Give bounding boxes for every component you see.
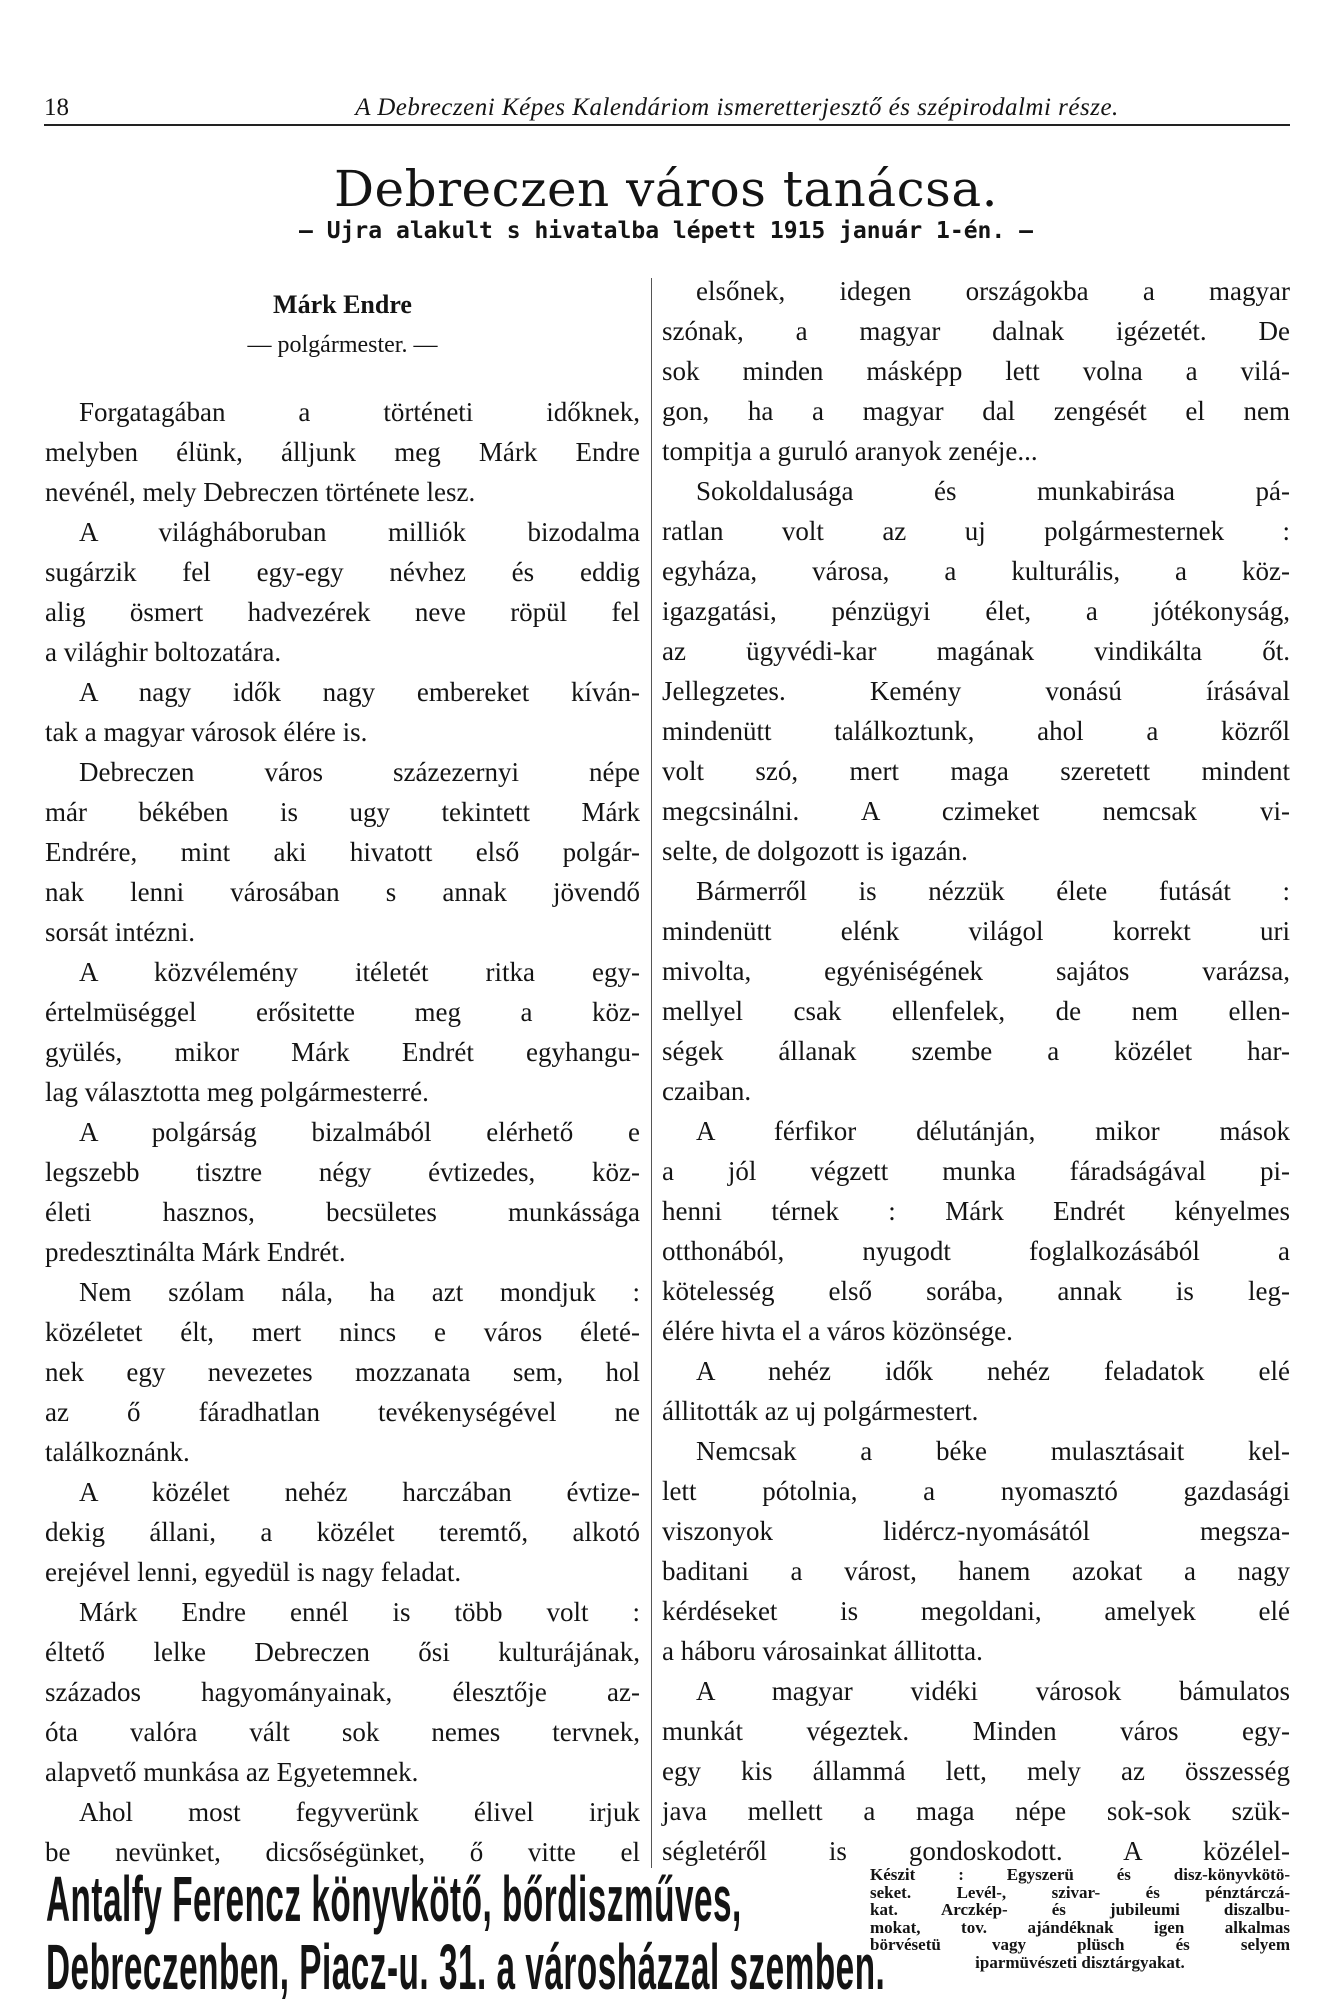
text-line: Márk Endre ennél is több volt : <box>79 1597 640 1627</box>
text-line: az ügyvédi-kar magának vindikálta őt. <box>662 636 1290 666</box>
ad-details <box>870 1866 1290 1971</box>
text-line: Nemcsak a béke mulasztásait kel- <box>696 1436 1290 1466</box>
article-subtitle: — Ujra alakult s hivatalba lépett 1915 január 1-én. — <box>299 218 1033 244</box>
text-line: éltető lelke Debreczen ősi kulturájának, <box>45 1637 640 1667</box>
text-line: A közvélemény itéletét ritka egy- <box>79 957 640 987</box>
text-line: kötelesség első sorába, annak is leg- <box>662 1276 1290 1306</box>
text-line: A nehéz idők nehéz feladatok elé <box>696 1356 1290 1386</box>
text-line: szónak, a magyar dalnak igézetét. De <box>662 316 1290 346</box>
text-line: gon, ha a magyar dal zengését el nem <box>662 396 1290 426</box>
text-line: mindenütt találkoztunk, ahol a közről <box>662 716 1290 746</box>
text-line: mivolta, egyéniségének sajátos varázsa, <box>662 956 1290 986</box>
paragraph <box>45 392 640 512</box>
paragraph <box>662 1431 1290 1671</box>
text-line: A magyar vidéki városok bámulatos <box>696 1676 1290 1706</box>
text-line: A világháboruban milliók bizodalma <box>79 517 640 547</box>
paragraph <box>662 471 1290 871</box>
ad-detail-line: börvésetü vagy plüsch és selyem <box>870 1935 1290 1954</box>
text-line: már békében is ugy tekintett Márk <box>45 797 640 827</box>
text-line: sorsát intézni. <box>45 917 195 947</box>
text-line: életi hasznos, becsületes munkássága <box>45 1197 640 1227</box>
text-line: sok minden másképp lett volna a vilá- <box>662 356 1290 386</box>
text-line: legszebb tisztre négy évtizedes, köz- <box>45 1157 640 1187</box>
text-line: A férfikor délutánján, mikor mások <box>696 1116 1290 1146</box>
text-line: baditani a várost, hanem azokat a nagy <box>662 1556 1290 1586</box>
paragraph <box>45 952 640 1112</box>
text-line: dekig állani, a közélet teremtő, alkotó <box>45 1517 640 1547</box>
ad-detail-line: mokat, tov. ajándéknak igen alkalmas <box>870 1917 1290 1937</box>
text-line: a jól végzett munka fáradságával pi- <box>662 1156 1290 1186</box>
text-line: melyben élünk, álljunk meg Márk Endre <box>45 437 640 467</box>
text-line: Jellegzetes. Kemény vonású írásával <box>662 676 1290 706</box>
paragraph <box>662 1671 1290 1871</box>
text-line: alig ösmert hadvezérek neve röpül fel <box>45 597 640 627</box>
running-title: A Debreczeni Képes Kalendáriom ismeretterjesztő és szépirodalmi része. <box>355 94 1119 121</box>
text-line: kérdéseket is megoldani, amelyek elé <box>662 1596 1290 1626</box>
text-line: egyháza, városa, a kulturális, a köz- <box>662 556 1290 586</box>
header-rule <box>44 124 1290 126</box>
paragraph <box>45 512 640 672</box>
paragraph <box>45 1592 640 1792</box>
text-line: A közélet nehéz harczában évtize- <box>79 1477 640 1507</box>
text-line: nak lenni városában s annak jövendő <box>45 877 640 907</box>
text-line: élére hivta el a város közönsége. <box>662 1316 1013 1346</box>
text-line: Ahol most fegyverünk élivel irjuk <box>79 1797 640 1827</box>
page-number: 18 <box>44 94 69 121</box>
text-line: Bármerről is nézzük élete futását : <box>696 876 1290 906</box>
ad-detail-line: Készit : Egyszerü és disz-könyvkötö- <box>870 1865 1290 1884</box>
text-line: megcsinálni. A czimeket nemcsak vi- <box>662 796 1290 826</box>
text-line: nek egy nevezetes mozzanata sem, hol <box>45 1357 640 1387</box>
person-role: — polgármester. — <box>247 332 438 358</box>
article-title: Debreczen város tanácsa. <box>333 160 999 218</box>
paragraph <box>45 1112 640 1272</box>
text-line: java mellett a maga népe sok-sok szük- <box>662 1796 1290 1826</box>
ad-detail-line: kat. Arczkép- és jubileumi diszalbu- <box>870 1900 1290 1919</box>
text-line: Forgatagában a történeti időknek, <box>79 397 640 427</box>
ad-detail-line: iparmüvészeti disztárgyakat. <box>975 1952 1185 1972</box>
ad-detail-line: seket. Levél-, szivar- és pénztárczá- <box>870 1882 1290 1902</box>
right-column <box>662 271 1290 1871</box>
paragraph <box>662 1351 1290 1431</box>
text-line: volt szó, mert maga szeretett mindent <box>662 756 1290 786</box>
text-line: a világhir boltozatára. <box>45 637 282 667</box>
text-line: sugárzik fel egy-egy névhez és eddig <box>45 557 640 587</box>
text-line: czaiban. <box>662 1076 752 1106</box>
text-line: nevénél, mely Debreczen története lesz. <box>45 477 476 507</box>
text-line: állitották az uj polgármestert. <box>662 1396 979 1426</box>
text-line: gyülés, mikor Márk Endrét egyhangu- <box>45 1037 640 1067</box>
text-line: alapvető munkása az Egyetemnek. <box>45 1757 419 1787</box>
text-line: munkát végeztek. Minden város egy- <box>662 1716 1290 1746</box>
text-line: henni térnek : Márk Endrét kényelmes <box>662 1196 1290 1226</box>
text-line: ségletéről is gondoskodott. A közélel- <box>662 1836 1290 1866</box>
text-line: óta valóra vált sok nemes tervnek, <box>45 1717 640 1747</box>
paragraph <box>662 271 1290 471</box>
paragraph <box>45 752 640 952</box>
text-line: erejével lenni, egyedül is nagy feladat. <box>45 1557 462 1587</box>
text-line: találkoznánk. <box>45 1437 190 1467</box>
text-line: tompitja a guruló aranyok zenéje... <box>662 436 1038 466</box>
column-divider <box>651 278 652 1868</box>
text-line: mellyel csak ellenfelek, de nem ellen- <box>662 996 1290 1026</box>
text-line: ratlan volt az uj polgármesternek : <box>662 516 1290 546</box>
text-line: selte, de dolgozott is igazán. <box>662 836 968 866</box>
text-line: A nagy idők nagy embereket kíván- <box>79 677 640 707</box>
text-line: közéletet élt, mert nincs e város életé- <box>45 1317 640 1347</box>
text-line: ségek állanak szembe a közélet har- <box>662 1036 1290 1066</box>
text-line: predesztinálta Márk Endrét. <box>45 1237 346 1267</box>
text-line: Debreczen város százezernyi népe <box>79 757 640 787</box>
text-line: mindenütt elénk világol korrekt uri <box>662 916 1290 946</box>
text-line: lag választotta meg polgármesterré. <box>45 1077 429 1107</box>
ad-headline-2: Debreczenben, Piacz-u. 31. a városházzal szemben. <box>46 1931 886 2003</box>
text-line: tak a magyar városok élére is. <box>45 717 368 747</box>
text-line: értelmüséggel erősitette meg a köz- <box>45 997 640 1027</box>
text-line: igazgatási, pénzügyi élet, a jótékonyság, <box>662 596 1290 626</box>
ad-headline-1: Antalfy Ferencz könyvkötő, bőrdiszműves, <box>46 1863 742 1935</box>
paragraph <box>45 1792 640 1872</box>
paragraph <box>662 1111 1290 1351</box>
text-line: otthonából, nyugodt foglalkozásából a <box>662 1236 1290 1266</box>
text-line: be nevünket, dicsőségünket, ő vitte el <box>45 1837 640 1867</box>
text-line: az ő fáradhatlan tevékenységével ne <box>45 1397 640 1427</box>
text-line: elsőnek, idegen országokba a magyar <box>696 276 1290 306</box>
text-line: A polgárság bizalmából elérhető e <box>79 1117 640 1147</box>
text-line: lett pótolnia, a nyomasztó gazdasági <box>662 1476 1290 1506</box>
paragraph <box>45 1472 640 1592</box>
text-line: a háboru városainkat állitotta. <box>662 1636 983 1666</box>
text-line: Sokoldalusága és munkabirása pá- <box>696 476 1290 506</box>
text-line: egy kis állammá lett, mely az összesség <box>662 1756 1290 1786</box>
left-column <box>45 392 640 1872</box>
text-line: Nem szólam nála, ha azt mondjuk : <box>79 1277 640 1307</box>
text-line: viszonyok lidércz-nyomásától megsza- <box>662 1516 1290 1546</box>
text-line: Endrére, mint aki hivatott első polgár- <box>45 837 640 867</box>
paragraph <box>662 871 1290 1111</box>
person-name: Márk Endre <box>273 290 412 319</box>
paragraph <box>45 672 640 752</box>
text-line: százados hagyományainak, élesztője az- <box>45 1677 640 1707</box>
paragraph <box>45 1272 640 1472</box>
